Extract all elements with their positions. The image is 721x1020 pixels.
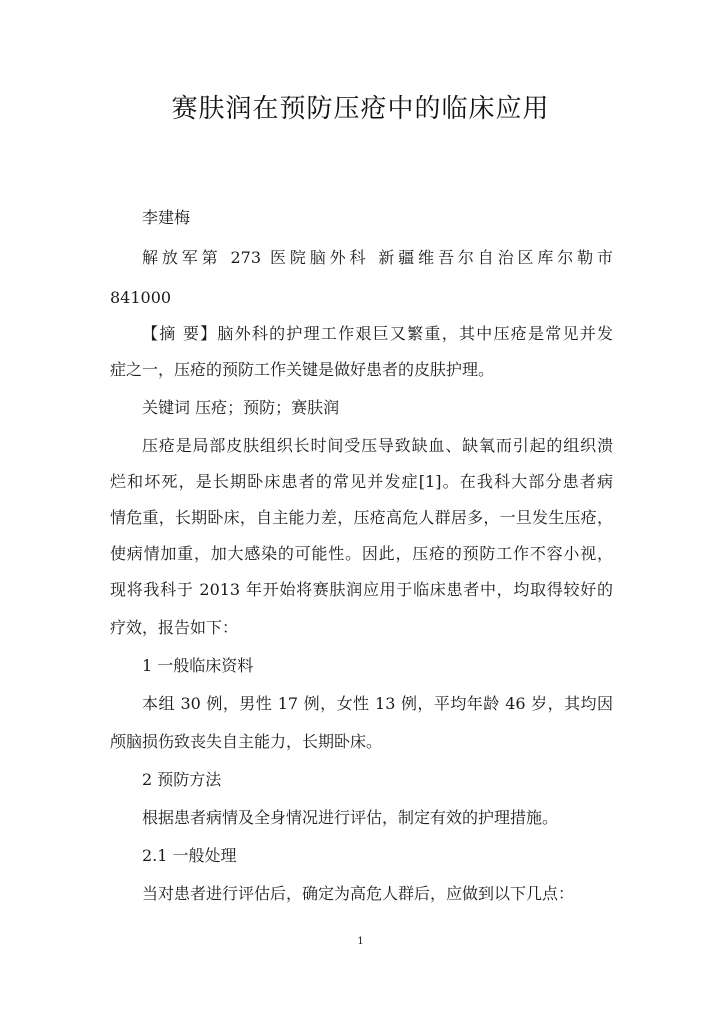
subsection-heading: 2.1 一般处理 [142, 846, 237, 865]
postal-code: 841000 [110, 288, 172, 307]
paragraph-line: 烂和坏死，是长期卧床患者的常见并发症[1]。在我科大部分患者病 [110, 472, 613, 491]
page-number: 1 [357, 936, 364, 947]
paragraph-line: 现将我科于 2013 年开始将赛肤润应用于临床患者中，均取得较好的 [110, 580, 613, 599]
paragraph-line: 压疮是局部皮肤组织长时间受压导致缺血、缺氧而引起的组织溃 [142, 436, 613, 455]
paragraph-line: 颅脑损伤致丧失自主能力，长期卧床。 [110, 732, 383, 751]
section-heading: 1 一般临床资料 [142, 656, 254, 675]
keywords: 关键词 压疮；预防；赛肤润 [142, 398, 340, 417]
abstract-line: 【摘 要】脑外科的护理工作艰巨又繁重，其中压疮是常见并发 [142, 324, 613, 343]
paragraph-line: 疗效，报告如下： [110, 618, 239, 637]
document-title: 赛肤润在预防压疮中的临床应用 [171, 94, 550, 124]
abstract-line: 症之一，压疮的预防工作关键是做好患者的皮肤护理。 [110, 360, 495, 379]
author: 李建梅 [142, 208, 191, 227]
paragraph-line: 使病情加重，加大感染的可能性。因此，压疮的预防工作不容小视， [110, 544, 613, 563]
section-heading: 2 预防方法 [142, 770, 222, 789]
paragraph-line: 根据患者病情及全身情况进行评估，制定有效的护理措施。 [142, 808, 559, 827]
paragraph-line: 当对患者进行评估后，确定为高危人群后，应做到以下几点： [142, 884, 575, 903]
paragraph-line: 本组 30 例，男性 17 例，女性 13 例，平均年龄 46 岁，其均因 [142, 694, 613, 713]
paragraph-line: 情危重，长期卧床，自主能力差，压疮高危人群居多，一旦发生压疮， [110, 508, 613, 527]
affiliation: 解放军第 273 医院脑外科 新疆维吾尔自治区库尔勒市 [142, 248, 613, 267]
